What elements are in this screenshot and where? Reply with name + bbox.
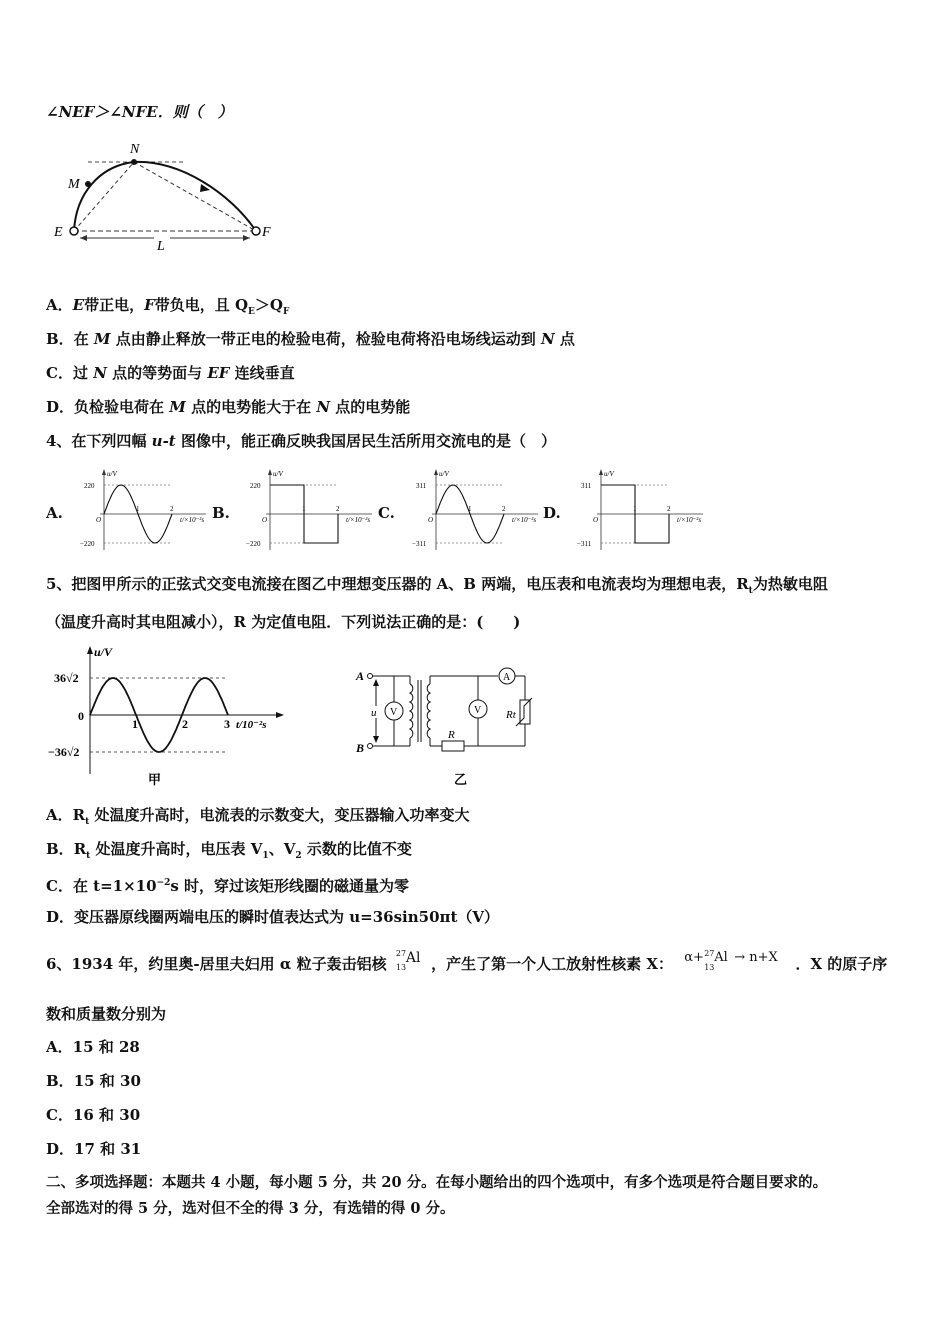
- section2-line1: 二、多项选择题：本题共 4 小题，每小题 5 分，共 20 分。在每小题给出的四个选项中，有多个选项是符合题目要求的。: [46, 1174, 828, 1191]
- q5-v2-label: V: [474, 705, 482, 716]
- xlabel: t/×10⁻²s: [346, 516, 371, 524]
- tick-2: 2: [502, 505, 506, 513]
- xlabel: t/×10⁻²s: [180, 516, 205, 524]
- ylabel: u/V: [273, 470, 283, 478]
- q5-ammeter-label: A: [503, 672, 511, 683]
- q5-xlabel: t/10⁻²s: [236, 719, 267, 731]
- q5-tick-2: 2: [182, 717, 188, 731]
- q3-point-n: [131, 159, 137, 165]
- q5-option-d: D．变压器原线圈两端电压的瞬时值表达式为 u=36sin50πt（V）: [46, 908, 500, 926]
- origin-label: O: [593, 516, 599, 524]
- q5-neg-label: −36√2: [48, 745, 80, 759]
- q5-ylabel: u/V: [94, 645, 113, 659]
- tick-1: 1: [302, 505, 306, 513]
- q4-graph-plot: [232, 466, 372, 556]
- q6-option-d: D．17 和 31: [46, 1140, 142, 1158]
- peak-label: 311: [581, 482, 592, 490]
- q3-stem-end: ∠NEF＞∠NFE．则（ ）: [46, 103, 233, 121]
- q5-tick-1: 1: [132, 717, 138, 731]
- q3-point-f: [252, 227, 260, 235]
- tick-1: 1: [468, 505, 472, 513]
- q6-stem-line1: 6、1934 年，约里奥-居里夫妇用 α 粒子轰击铝核 27 13 Al ，产生了第一个人工放射性核素 X： α+ 27 13 Al → n+X ．X 的原子序: [46, 949, 888, 973]
- q4-stem: 4、在下列四幅 u-t 图像中，能正确反映我国居民生活所用交流电的是（ ）: [46, 432, 556, 450]
- q5-option-c: C．在 $t=1\times 10^{-2}s$ 时，穿过该矩形线圈的磁通量为零: [46, 877, 410, 895]
- q3-label-n: N: [130, 142, 140, 157]
- q5-label-u: u: [371, 707, 377, 719]
- neg-label: −220: [80, 540, 95, 548]
- q5-tick-3: 3: [224, 717, 230, 731]
- neg-label: −311: [412, 540, 427, 548]
- q4-graph-label: B.: [212, 504, 230, 522]
- q3-point-e: [70, 227, 78, 235]
- q5-x-arrow-icon: [276, 712, 284, 718]
- q4-graph-plot: [66, 466, 206, 556]
- q3-field-figure: [50, 138, 280, 258]
- neg-label: −220: [246, 540, 261, 548]
- q6-reaction-equation: α+ 27 13 Al → n+X: [684, 949, 778, 972]
- q5-stem-line1: 5、把图甲所示的正弦式交变电流接在图乙中理想变压器的 A、B 两端，电压表和电流表均为理想电表，$R_t$为热敏电阻: [46, 575, 828, 596]
- q3-field-line: [74, 162, 256, 231]
- q3-label-e: E: [54, 225, 63, 240]
- peak-label: 220: [84, 482, 95, 490]
- q5-option-b: B．$R_t$ 处温度升高时，电压表 $V_1$、$V_2$ 示数的比值不变: [46, 840, 412, 861]
- q5-label-a: A: [356, 669, 365, 683]
- q5-terminal-a: [368, 674, 373, 679]
- q5-secondary-coil: [427, 684, 430, 738]
- origin-label: O: [96, 516, 102, 524]
- q5-peak-label: 36√2: [54, 671, 79, 685]
- q5-graph-jia: [48, 642, 288, 792]
- q5-caption-jia: 甲: [148, 772, 162, 787]
- y-arrow-icon: [268, 469, 272, 475]
- q3-label-l: L: [157, 239, 165, 254]
- tick-1: 1: [633, 505, 637, 513]
- y-arrow-icon: [599, 469, 603, 475]
- q5-primary-coil: [410, 684, 413, 738]
- q6-option-a: A．15 和 28: [46, 1038, 140, 1056]
- q4-graph-label: A.: [46, 504, 63, 522]
- q5-origin: 0: [78, 709, 84, 723]
- neg-label: −311: [577, 540, 592, 548]
- q3-option-b: B．在 M 点由静止释放一带正电的检验电荷，检验电荷将沿电场线运动到 N 点: [46, 330, 575, 348]
- q4-graph-label: C.: [378, 504, 395, 522]
- q3-option-a: A．E带正电，F带负电，且 $Q_E>Q_F$: [46, 296, 290, 317]
- q5-r-label: R: [448, 729, 455, 741]
- q5-circuit-yi: [350, 662, 540, 792]
- q4-graph-plot: [398, 466, 538, 556]
- q5-y-arrow-icon: [87, 646, 93, 654]
- ylabel: u/V: [604, 470, 614, 478]
- peak-label: 220: [250, 482, 261, 490]
- q3-nf-dash: [134, 162, 256, 231]
- y-arrow-icon: [434, 469, 438, 475]
- q5-stem-line2: （温度升高时其电阻减小），R 为定值电阻．下列说法正确的是：( ): [46, 613, 521, 631]
- q3-point-m: [85, 181, 91, 187]
- tick-2: 2: [667, 505, 671, 513]
- section2-line2: 全部选对的得 5 分，选对但不全的得 3 分，有选错的得 0 分。: [46, 1200, 455, 1217]
- q3-l-arrow-right-icon: [243, 235, 250, 241]
- tick-2: 2: [336, 505, 340, 513]
- q5-terminal-b: [368, 744, 373, 749]
- peak-label: 311: [416, 482, 427, 490]
- q5-rt-label: Rt: [506, 709, 516, 721]
- q6-option-c: C．16 和 30: [46, 1106, 141, 1124]
- q4-graph-label: D.: [543, 504, 561, 522]
- q6-al-nuclide: 27 13 Al: [395, 949, 421, 972]
- q3-option-d: D．负检验电荷在 M 点的电势能大于在 N 点的电势能: [46, 398, 411, 416]
- q5-option-a: A．$R_t$ 处温度升高时，电流表的示数变大，变压器输入功率变大: [46, 806, 470, 827]
- q6-option-b: B．15 和 30: [46, 1072, 141, 1090]
- tick-1: 1: [136, 505, 140, 513]
- tick-2: 2: [170, 505, 174, 513]
- q3-option-c: C．过 N 点的等势面与 EF 连线垂直: [46, 364, 295, 382]
- q4-graph-plot: [563, 466, 703, 556]
- origin-label: O: [262, 516, 268, 524]
- q5-label-b: B: [356, 741, 365, 755]
- q3-label-m: M: [68, 177, 80, 192]
- q3-l-arrow-left-icon: [80, 235, 87, 241]
- y-arrow-icon: [102, 469, 106, 475]
- origin-label: O: [428, 516, 434, 524]
- q5-caption-yi: 乙: [454, 772, 468, 787]
- xlabel: t/×10⁻²s: [677, 516, 702, 524]
- q6-stem-line2: 数和质量数分别为: [46, 1005, 167, 1023]
- q3-label-f: F: [262, 225, 271, 240]
- q5-v1-label: V: [390, 707, 398, 718]
- q5-resistor-r: [442, 741, 464, 751]
- ylabel: u/V: [439, 470, 449, 478]
- ylabel: u/V: [107, 470, 117, 478]
- xlabel: t/×10⁻²s: [512, 516, 537, 524]
